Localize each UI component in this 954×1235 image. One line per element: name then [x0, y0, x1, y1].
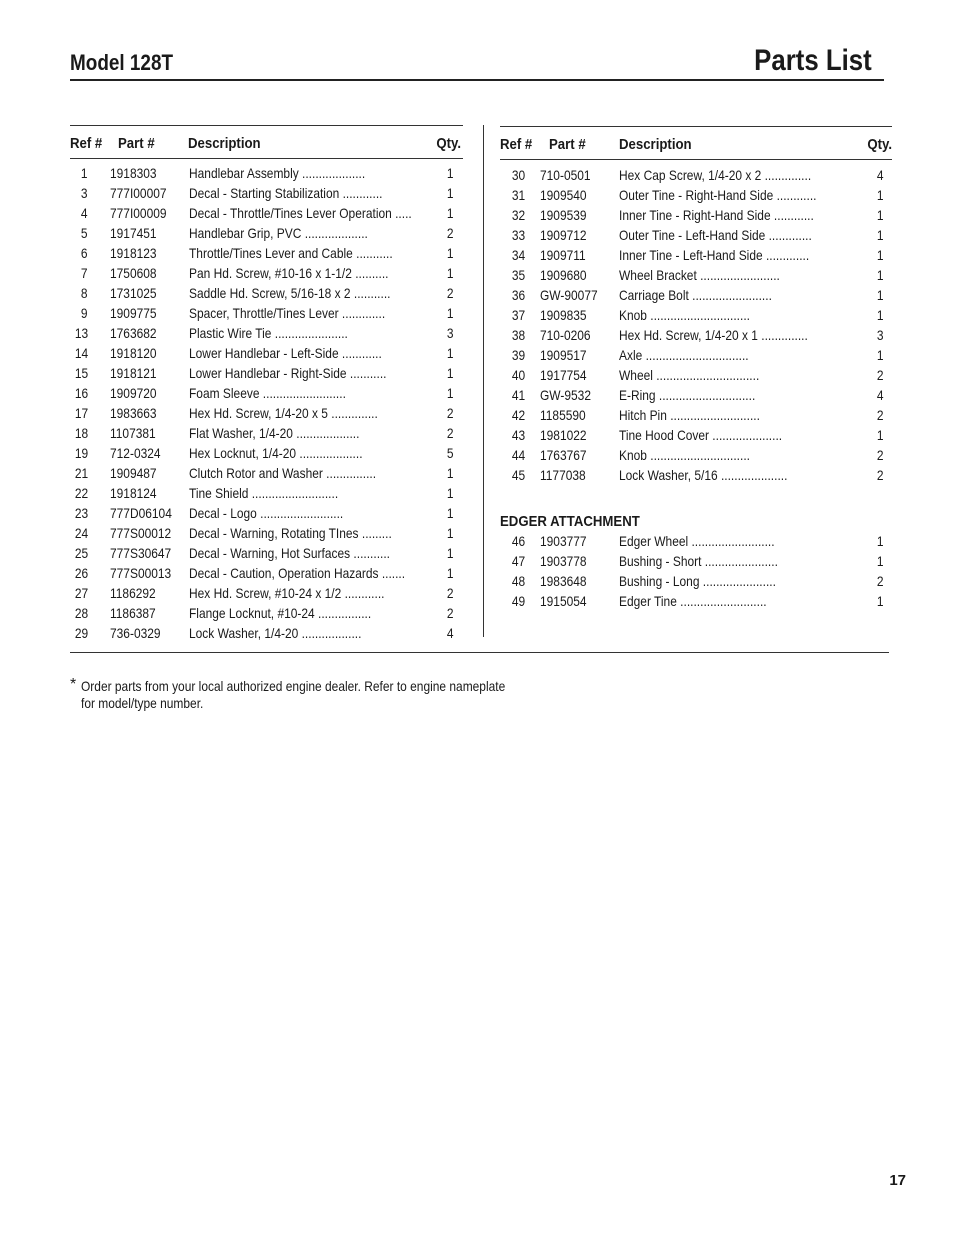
table-row [500, 571, 892, 591]
table-row [500, 265, 892, 285]
description-cell: Foam Sleeve ......................... [189, 386, 346, 401]
ref-cell: 24 [74, 526, 88, 541]
table-row [500, 551, 892, 571]
qty-cell: 1 [447, 466, 454, 481]
part-number-cell: 1917451 [110, 226, 157, 241]
table-row [70, 423, 463, 443]
table-row [70, 363, 463, 383]
ref-cell: 46 [511, 534, 525, 549]
ref-cell: 45 [511, 468, 525, 483]
page-number: 17 [889, 1172, 906, 1189]
header-qty: Qty. [867, 136, 892, 153]
description-cell: Axle ............................... [619, 348, 749, 363]
part-number-cell: 1731025 [110, 286, 157, 301]
qty-cell: 1 [877, 594, 884, 609]
part-number-cell: 777D06104 [110, 506, 172, 521]
qty-cell: 1 [447, 186, 454, 201]
description-cell: Wheel Bracket ........................ [619, 268, 780, 283]
ref-cell: 35 [511, 268, 525, 283]
part-number-cell: 1918124 [110, 486, 157, 501]
qty-cell: 1 [447, 566, 454, 581]
ref-cell: 8 [81, 286, 88, 301]
qty-cell: 1 [447, 546, 454, 561]
qty-cell: 1 [877, 308, 884, 323]
description-cell: Handlebar Assembly ................... [189, 166, 366, 181]
ref-cell: 4 [81, 206, 88, 221]
qty-cell: 1 [447, 166, 454, 181]
ref-cell: 42 [511, 408, 525, 423]
ref-cell: 34 [511, 248, 525, 263]
header-rule [70, 79, 884, 81]
qty-cell: 3 [877, 328, 884, 343]
qty-cell: 1 [447, 486, 454, 501]
description-cell: Tine Hood Cover ..................... [619, 428, 783, 443]
part-number-cell: 1915054 [540, 594, 587, 609]
table-row [70, 343, 463, 363]
part-number-cell: 1909835 [540, 308, 587, 323]
parts-list-right [500, 160, 892, 485]
part-number-cell: 1903777 [540, 534, 587, 549]
table-row [500, 165, 892, 185]
table-row [70, 543, 463, 563]
table-row [70, 463, 463, 483]
description-cell: Decal - Logo ......................... [189, 506, 344, 521]
qty-cell: 2 [447, 226, 454, 241]
ref-cell: 31 [511, 188, 525, 203]
header-description: Description [188, 135, 261, 152]
ref-cell: 23 [74, 506, 88, 521]
ref-cell: 17 [74, 406, 88, 421]
part-number-cell: 1909680 [540, 268, 587, 283]
table-row [500, 285, 892, 305]
ref-cell: 38 [511, 328, 525, 343]
table-row [70, 583, 463, 603]
ref-cell: 18 [74, 426, 88, 441]
part-number-cell: 1981022 [540, 428, 587, 443]
description-cell: Flange Locknut, #10-24 ................ [189, 606, 372, 621]
qty-cell: 1 [877, 554, 884, 569]
part-number-cell: 1983648 [540, 574, 587, 589]
qty-cell: 2 [877, 368, 884, 383]
table-header [500, 127, 892, 160]
part-number-cell: 1750608 [110, 266, 157, 281]
table-row [500, 245, 892, 265]
qty-cell: 2 [447, 586, 454, 601]
ref-cell: 39 [511, 348, 525, 363]
table-row [70, 523, 463, 543]
part-number-cell: 1918120 [110, 346, 157, 361]
qty-cell: 2 [877, 408, 884, 423]
part-number-cell: 1909487 [110, 466, 157, 481]
description-cell: Handlebar Grip, PVC ................... [189, 226, 368, 241]
ref-cell: 32 [511, 208, 525, 223]
ref-cell: 21 [74, 466, 88, 481]
part-number-cell: 777I00007 [110, 186, 167, 201]
qty-cell: 4 [447, 626, 454, 641]
parts-table-left [70, 125, 463, 643]
ref-cell: 27 [74, 586, 88, 601]
table-row [500, 405, 892, 425]
part-number-cell: 777S30647 [110, 546, 172, 561]
ref-cell: 19 [74, 446, 88, 461]
qty-cell: 1 [877, 428, 884, 443]
ref-cell: 25 [74, 546, 88, 561]
ref-cell: 37 [511, 308, 525, 323]
part-number-cell: 736-0329 [110, 626, 161, 641]
part-number-cell: 777S00013 [110, 566, 172, 581]
ref-cell: 44 [511, 448, 525, 463]
table-row [70, 263, 463, 283]
header-description: Description [619, 136, 692, 153]
qty-cell: 1 [447, 206, 454, 221]
description-cell: Bushing - Long ...................... [619, 574, 776, 589]
part-number-cell: 710-0206 [540, 328, 591, 343]
qty-cell: 1 [447, 306, 454, 321]
table-row [500, 345, 892, 365]
qty-cell: 4 [877, 168, 884, 183]
part-number-cell: 1186292 [110, 586, 156, 601]
table-row [500, 305, 892, 325]
part-number-cell: 1983663 [110, 406, 157, 421]
footnote-line-2: for model/type number. [81, 696, 204, 711]
qty-cell: 2 [877, 574, 884, 589]
part-number-cell: 1918303 [110, 166, 157, 181]
ref-cell: 7 [81, 266, 88, 281]
description-cell: Carriage Bolt ........................ [619, 288, 772, 303]
table-row [70, 163, 463, 183]
table-row [500, 591, 892, 611]
table-row [500, 325, 892, 345]
ref-cell: 47 [511, 554, 525, 569]
qty-cell: 3 [447, 326, 454, 341]
part-number-cell: 1909712 [540, 228, 587, 243]
description-cell: Hex Hd. Screw, 1/4-20 x 1 .............. [619, 328, 808, 343]
table-row [70, 443, 463, 463]
qty-cell: 1 [877, 208, 884, 223]
qty-cell: 2 [877, 468, 884, 483]
description-cell: Wheel ............................... [619, 368, 760, 383]
qty-cell: 1 [877, 268, 884, 283]
description-cell: Hex Hd. Screw, 1/4-20 x 5 .............. [189, 406, 378, 421]
table-row [70, 203, 463, 223]
table-row [500, 465, 892, 485]
qty-cell: 1 [447, 526, 454, 541]
table-row [500, 385, 892, 405]
description-cell: Lower Handlebar - Left-Side ............ [189, 346, 382, 361]
part-number-cell: 1177038 [540, 468, 586, 483]
part-number-cell: 1909540 [540, 188, 587, 203]
part-number-cell: 712-0324 [110, 446, 161, 461]
parts-list-left [70, 159, 463, 643]
description-cell: Hex Locknut, 1/4-20 ................... [189, 446, 363, 461]
qty-cell: 1 [877, 288, 884, 303]
table-row [70, 503, 463, 523]
description-cell: Knob .............................. [619, 448, 750, 463]
description-cell: Decal - Warning, Hot Surfaces ........... [189, 546, 390, 561]
part-number-cell: GW-90077 [540, 288, 598, 303]
table-row [70, 483, 463, 503]
table-row [70, 323, 463, 343]
ref-cell: 16 [74, 386, 88, 401]
parts-list-edger [500, 531, 892, 611]
table-row [500, 445, 892, 465]
part-number-cell: 1909711 [540, 248, 586, 263]
table-row [70, 303, 463, 323]
qty-cell: 1 [877, 228, 884, 243]
table-row [70, 603, 463, 623]
table-row [70, 243, 463, 263]
part-number-cell: 1107381 [110, 426, 156, 441]
column-divider [483, 125, 484, 637]
qty-cell: 1 [447, 506, 454, 521]
qty-cell: 2 [447, 606, 454, 621]
header-part: Part # [118, 135, 155, 152]
description-cell: Outer Tine - Right-Hand Side ............ [619, 188, 817, 203]
footnote-line-1: Order parts from your local authorized engine dealer. Refer to engine nameplate [81, 679, 506, 694]
model-title: Model 128T [70, 50, 174, 75]
ref-cell: 1 [81, 166, 88, 181]
description-cell: Throttle/Tines Lever and Cable ........... [189, 246, 393, 261]
table-header [70, 126, 463, 159]
ref-cell: 5 [81, 226, 88, 241]
ref-cell: 36 [511, 288, 525, 303]
table-row [70, 383, 463, 403]
qty-cell: 2 [447, 286, 454, 301]
description-cell: Inner Tine - Left-Hand Side ............. [619, 248, 810, 263]
description-cell: Clutch Rotor and Washer ............... [189, 466, 377, 481]
part-number-cell: GW-9532 [540, 388, 591, 403]
part-number-cell: 710-0501 [540, 168, 591, 183]
part-number-cell: 1909539 [540, 208, 587, 223]
ref-cell: 43 [511, 428, 525, 443]
description-cell: Lower Handlebar - Right-Side ........... [189, 366, 387, 381]
qty-cell: 1 [447, 246, 454, 261]
description-cell: Bushing - Short ...................... [619, 554, 778, 569]
table-row [500, 225, 892, 245]
description-cell: Outer Tine - Left-Hand Side ............. [619, 228, 812, 243]
ref-cell: 15 [74, 366, 88, 381]
qty-cell: 1 [877, 248, 884, 263]
ref-cell: 14 [74, 346, 88, 361]
table-row [70, 183, 463, 203]
description-cell: Lock Washer, 5/16 .................... [619, 468, 788, 483]
ref-cell: 41 [511, 388, 525, 403]
description-cell: Decal - Starting Stabilization ............ [189, 186, 383, 201]
ref-cell: 48 [511, 574, 525, 589]
ref-cell: 13 [74, 326, 88, 341]
table-row [70, 223, 463, 243]
qty-cell: 1 [877, 348, 884, 363]
ref-cell: 40 [511, 368, 525, 383]
qty-cell: 2 [877, 448, 884, 463]
ref-cell: 6 [81, 246, 88, 261]
qty-cell: 4 [877, 388, 884, 403]
qty-cell: 1 [447, 346, 454, 361]
part-number-cell: 1186387 [110, 606, 156, 621]
description-cell: Tine Shield .......................... [189, 486, 339, 501]
description-cell: Knob .............................. [619, 308, 750, 323]
part-number-cell: 1909720 [110, 386, 157, 401]
description-cell: Plastic Wire Tie ...................... [189, 326, 348, 341]
part-number-cell: 1918121 [110, 366, 157, 381]
description-cell: Pan Hd. Screw, #10-16 x 1-1/2 .......... [189, 266, 389, 281]
part-number-cell: 1909775 [110, 306, 157, 321]
part-number-cell: 1763682 [110, 326, 157, 341]
part-number-cell: 1903778 [540, 554, 587, 569]
table-row [500, 205, 892, 225]
qty-cell: 2 [447, 406, 454, 421]
footnote-asterisk: * [70, 676, 77, 693]
header-ref: Ref # [500, 136, 533, 153]
qty-cell: 5 [447, 446, 454, 461]
ref-cell: 49 [511, 594, 525, 609]
table-row [70, 623, 463, 643]
qty-cell: 2 [447, 426, 454, 441]
description-cell: Lock Washer, 1/4-20 .................. [189, 626, 362, 641]
table-row [70, 563, 463, 583]
description-cell: Hitch Pin ........................... [619, 408, 760, 423]
header-part: Part # [549, 136, 586, 153]
description-cell: Decal - Throttle/Tines Lever Operation ..... [189, 206, 412, 221]
part-number-cell: 777S00012 [110, 526, 172, 541]
table-row [70, 403, 463, 423]
header-qty: Qty. [436, 135, 461, 152]
header-ref: Ref # [70, 135, 103, 152]
part-number-cell: 777I00009 [110, 206, 167, 221]
qty-cell: 1 [447, 386, 454, 401]
ref-cell: 26 [74, 566, 88, 581]
description-cell: Saddle Hd. Screw, 5/16-18 x 2 ........... [189, 286, 391, 301]
description-cell: E-Ring ............................. [619, 388, 756, 403]
table-row [500, 185, 892, 205]
table-bottom-rule [70, 652, 889, 653]
edger-attachment-heading: EDGER ATTACHMENT [500, 513, 640, 530]
qty-cell: 1 [877, 188, 884, 203]
ref-cell: 29 [74, 626, 88, 641]
description-cell: Edger Tine .......................... [619, 594, 767, 609]
table-row [500, 531, 892, 551]
part-number-cell: 1917754 [540, 368, 587, 383]
ref-cell: 22 [74, 486, 88, 501]
qty-cell: 1 [447, 266, 454, 281]
table-row [70, 283, 463, 303]
description-cell: Decal - Warning, Rotating TInes ......... [189, 526, 392, 541]
ref-cell: 3 [81, 186, 88, 201]
table-row [500, 365, 892, 385]
description-cell: Hex Hd. Screw, #10-24 x 1/2 ............ [189, 586, 385, 601]
description-cell: Decal - Caution, Operation Hazards ....... [189, 566, 406, 581]
ref-cell: 9 [81, 306, 88, 321]
ref-cell: 28 [74, 606, 88, 621]
part-number-cell: 1763767 [540, 448, 587, 463]
description-cell: Edger Wheel ......................... [619, 534, 775, 549]
ref-cell: 33 [511, 228, 525, 243]
part-number-cell: 1909517 [540, 348, 587, 363]
parts-table-right [500, 126, 892, 611]
ref-cell: 30 [511, 168, 525, 183]
part-number-cell: 1185590 [540, 408, 586, 423]
description-cell: Flat Washer, 1/4-20 ................... [189, 426, 360, 441]
table-row [500, 425, 892, 445]
qty-cell: 1 [877, 534, 884, 549]
page-title: Parts List [754, 44, 872, 77]
qty-cell: 1 [447, 366, 454, 381]
description-cell: Spacer, Throttle/Tines Lever ............. [189, 306, 386, 321]
part-number-cell: 1918123 [110, 246, 157, 261]
description-cell: Inner Tine - Right-Hand Side ............ [619, 208, 814, 223]
description-cell: Hex Cap Screw, 1/4-20 x 2 .............. [619, 168, 812, 183]
